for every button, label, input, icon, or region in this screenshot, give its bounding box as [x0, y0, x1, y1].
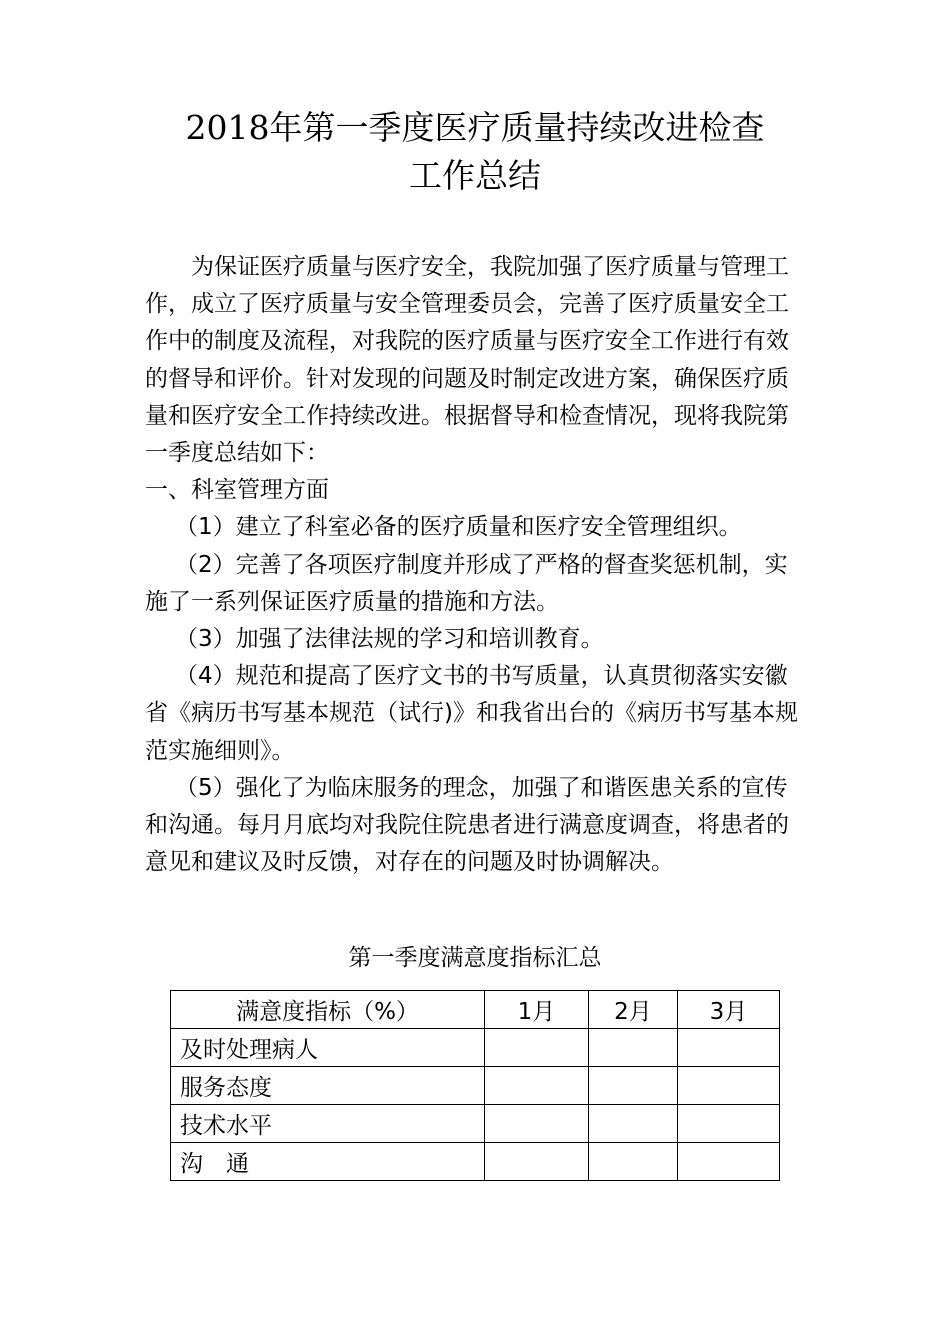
table-cell	[485, 1029, 589, 1067]
table-cell	[589, 1105, 678, 1143]
table-row	[171, 1029, 780, 1067]
table-cell	[589, 1029, 678, 1067]
satisfaction-table	[170, 990, 780, 1181]
document-body	[145, 249, 810, 881]
table-cell: 技术水平	[171, 1105, 485, 1143]
table-cell	[678, 1067, 780, 1105]
document-title-line-1: 2018年第一季度医疗质量持续改进检查	[185, 108, 765, 147]
table-cell	[678, 1143, 780, 1181]
table-cell: 及时处理病人	[171, 1029, 485, 1067]
table-caption: 第一季度满意度指标汇总	[348, 945, 602, 971]
table-header-cell: 1月	[485, 991, 589, 1029]
list-item: （5）强化了为临床服务的理念，加强了和谐医患关系的宣传和沟通。每月月底均对我院住院患者进行满意度调查，将患者的意见和建议及时反馈，对存在的问题及时协调解决。	[145, 774, 789, 876]
table-header-cell: 2月	[589, 991, 678, 1029]
list-item: （2）完善了各项医疗制度并形成了严格的督查奖惩机制，实施了一系列保证医疗质量的措施和方法。	[145, 551, 788, 615]
table-cell	[485, 1067, 589, 1105]
table-header-cell: 满意度指标（%）	[171, 991, 485, 1029]
table-cell: 服务态度	[171, 1067, 485, 1105]
table-cell	[678, 1029, 780, 1067]
intro-paragraph: 为保证医疗质量与医疗安全，我院加强了医疗质量与管理工作，成立了医疗质量与安全管理委员会，完善了医疗质量安全工作中的制度及流程，对我院的医疗质量与医疗安全工作进行有效的督导和评价。针对发现的问题及时制定改进方案，确保医疗质量和医疗安全工作持续改进。根据督导和检查情况，现将我院第一季度总结如下：	[145, 254, 789, 467]
table-cell	[678, 1105, 780, 1143]
table-row	[171, 1143, 780, 1181]
list-item: （3）加强了法律法规的学习和培训教育。	[175, 626, 604, 653]
table-row	[171, 1105, 780, 1143]
table-cell	[589, 1067, 678, 1105]
table-header-row	[171, 991, 780, 1029]
list-item: （4）规范和提高了医疗文书的书写质量，认真贯彻落实安徽省《病历书写基本规范（试行)》和我省出台的《病历书写基本规范实施细则》。	[145, 663, 798, 764]
table-header-cell: 3月	[678, 991, 780, 1029]
table-cell	[485, 1143, 589, 1181]
table-cell	[589, 1143, 678, 1181]
list-item: （1）建立了科室必备的医疗质量和医疗安全管理组织。	[175, 514, 742, 541]
document-title-line-2: 工作总结	[409, 156, 541, 195]
table-cell	[485, 1105, 589, 1143]
section-heading: 一、科室管理方面	[145, 477, 329, 504]
table-row	[171, 1067, 780, 1105]
table-cell: 沟 通	[171, 1143, 485, 1181]
